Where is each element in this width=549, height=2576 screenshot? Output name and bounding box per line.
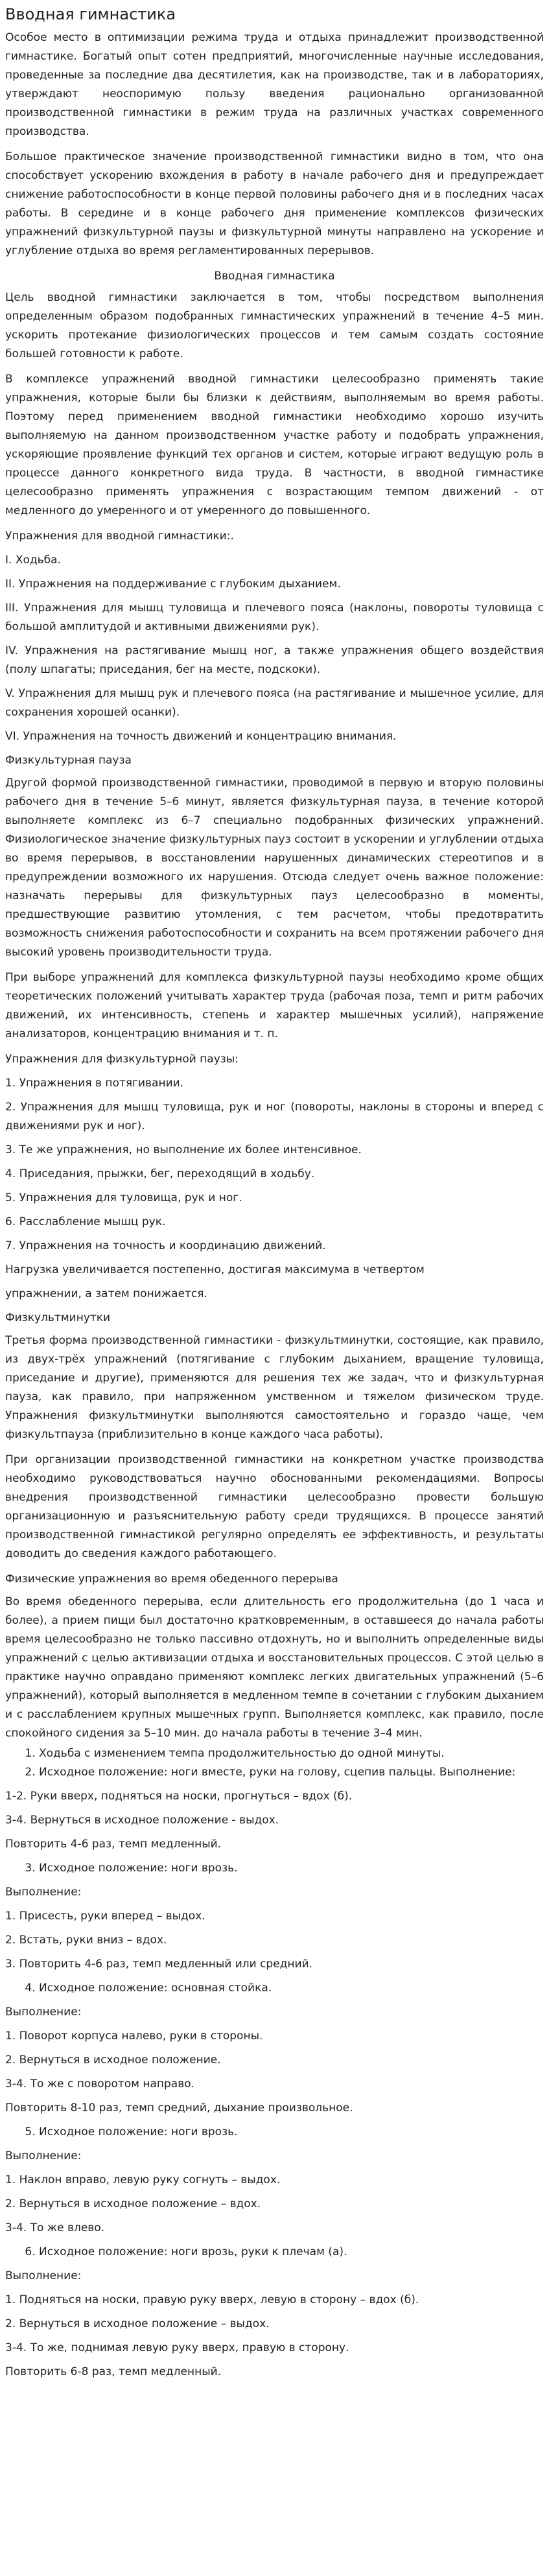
exercise-item: 4. Исходное положение: основная стойка.	[39, 1979, 544, 1998]
list-item: III. Упражнения для мышц туловища и плечевого пояса (наклоны, повороты туловища с большой амплитудой и активными движениями рук).	[5, 602, 544, 633]
list-item: 7. Упражнения на точность и координацию движений.	[5, 1239, 326, 1252]
exercise-item: 3. Исходное положение: ноги врозь.	[39, 1859, 544, 1878]
list-item: II. Упражнения на поддерживание с глубоким дыханием.	[5, 578, 341, 591]
exercise-step: Повторить 4-6 раз, темп медленный.	[5, 1838, 222, 1851]
list-item: 4. Приседания, прыжки, бег, переходящий в ходьбу.	[5, 1167, 315, 1180]
list-item: 1. Упражнения в потягивании.	[5, 1077, 184, 1090]
list-item: IV. Упражнения на растягивание мышц ног, а также упражнения общего воздействия (полу шпагаты; приседания, бег на месте, подскоки).	[5, 644, 544, 676]
exercise-step: 1. Присесть, руки вперед – выдох.	[5, 1910, 205, 1923]
list-heading: Упражнения для физкультурной паузы:	[5, 1053, 239, 1066]
execution-label: Выполнение:	[5, 2149, 82, 2162]
section-paragraph: При организации производственной гимнастики на конкретном участке производства необходимо руководствоваться научно обоснованными рекомендациями. Вопросы внедрения производственной гимнастики целесообразно провести большую организационную и разъяснительную работу среди трудящихся. В процессе занятий производственной гимнастикой регулярно определять ее эффективность, и результаты доводить до сведения каждого работающего.	[5, 1453, 544, 1560]
list-item: 3. Те же упражнения, но выполнение их более интенсивное.	[5, 1143, 362, 1156]
exercise-step: 1-2. Руки вверх, подняться на носки, прогнуться – вдох (б).	[5, 1790, 353, 1803]
execution-label: Выполнение:	[5, 1886, 82, 1899]
section-heading-pause: Физкультурная пауза	[5, 754, 132, 767]
exercise-step: 3-4. Вернуться в исходное положение - выдох.	[5, 1814, 279, 1827]
list-item: 5. Упражнения для туловища, рук и ног.	[5, 1191, 242, 1204]
section-paragraph: Третья форма производственной гимнастики - физкультминутки, состоящие, как правило, из двух-трёх упражнений (потягивание с глубоким дыханием, вращение туловища, приседание и другие), применяются для решения тех же задач, что и физкультурная пауза, как правило, при напряженном умственном и тяжелом физическом труде. Упражнения физкультминутки выполняются самостоятельно и гораздо чаще, чем физкультпауза (приблизительно в конце каждого часа работы).	[5, 1334, 544, 1441]
exercise-list	[5, 1979, 544, 1998]
exercise-item: 1. Ходьба с изменением темпа продолжительностью до одной минуты.	[39, 1744, 544, 1763]
exercise-step: 1. Подняться на носки, правую руку вверх, левую в сторону – вдох (б).	[5, 2293, 419, 2306]
exercise-item: 2. Исходное положение: ноги вместе, руки на голову, сцепив пальцы. Выполнение:	[39, 1763, 544, 1782]
section-paragraph: При выборе упражнений для комплекса физкультурной паузы необходимо кроме общих теоретических положений учитывать характер труда (рабочая поза, темп и ритм рабочих движений, их интенсивность, степень и характер мышечных усилий), напряжение анализаторов, концентрацию внимания и т. п.	[5, 971, 544, 1040]
exercise-list	[5, 2123, 544, 2142]
exercise-step: 1. Наклон вправо, левую руку согнуть – выдох.	[5, 2173, 281, 2186]
section-paragraph: В комплексе упражнений вводной гимнастики целесообразно применять такие упражнения, которые были бы близки к действиям, выполняемым во время работы. Поэтому перед применением вводной гимнастики необходимо хорошо изучить выполняемую на данном производственном участке работу и подобрать упражнения, ускоряющие проявление функций тех органов и систем, которые играют ведущую роль в процессе данного конкретного вида труда. В частности, в вводной гимнастике целесообразно применять упражнения с возрастающим темпом движений - от медленного до умеренного и от умеренного до повышенного.	[5, 373, 544, 517]
exercise-step: 2. Вернуться в исходное положение – вдох.	[5, 2197, 261, 2210]
intro-paragraph: Большое практическое значение производственной гимнастики видно в том, что она способствует ускорению вхождения в работу в начале рабочего дня и предупреждает снижение работоспособности в конце первой половины рабочего дня и в последних часах работы. В середине и в конце рабочего дня применение комплексов физических упражнений физкультурной паузы и физкультурной минуты направлено на ускорение и углубление отдыха во время регламентированных перерывов.	[5, 150, 544, 257]
section-heading-minutes: Физкультминутки	[5, 1311, 111, 1324]
exercise-item: 5. Исходное положение: ноги врозь.	[39, 2123, 544, 2142]
page-title: Вводная гимнастика	[5, 5, 176, 23]
note-line: Нагрузка увеличивается постепенно, достигая максимума в четвертом	[5, 1263, 425, 1276]
exercise-list	[5, 1859, 544, 1878]
note-line: упражнении, а затем понижается.	[5, 1287, 207, 1300]
list-item: 6. Расслабление мышц рук.	[5, 1215, 166, 1228]
exercise-step: 3-4. То же, поднимая левую руку вверх, правую в сторону.	[5, 2341, 349, 2354]
execution-label: Выполнение:	[5, 2006, 82, 2019]
list-item: 2. Упражнения для мышц туловища, рук и ног (повороты, наклоны в стороны и вперед с движениями рук и ног).	[5, 1101, 544, 1132]
section-paragraph: Другой формой производственной гимнастики, проводимой в первую и вторую половины рабочего дня в течение 5–6 минут, является физкультурная пауза, в течение которой выполняете комплекс из 6–7 специально подобранных физических упражнений. Физиологическое значение физкультурных пауз состоит в ускорении и углублении отдыха во время перерывов, в восстановлении нарушенных динамических стереотипов и в предупреждении возможного их нарушения. Отсюда следует очень важное положение: назначать перерывы для физкультурных пауз целесообразно в моменты, предшествующие развитию утомления, с тем расчетом, чтобы предотвратить возможность снижения работоспособности и сохранить на всем протяжении рабочего дня высокий уровень производительности труда.	[5, 777, 544, 959]
section-paragraph: Цель вводной гимнастики заключается в том, чтобы посредством выполнения определенным образом подобранных гимнастических упражнений в течение 4–5 мин. ускорить протекание физиологических процессов и тем самым создать состояние большей готовности к работе.	[5, 291, 544, 360]
exercise-item: 6. Исходное положение: ноги врозь, руки к плечам (а).	[39, 2243, 544, 2262]
intro-paragraph: Особое место в оптимизации режима труда и отдыха принадлежит производственной гимнастике. Богатый опыт сотен предприятий, многочисленные научные исследования, проведенные за последние два десятилетия, как на производстве, так и в лабораториях, утверждают неоспоримую пользу введения рационально организованной производственной гимнастики в режим труда на различных участках современного производства.	[5, 31, 544, 138]
section-heading-intro-gymnastics: Вводная гимнастика	[214, 270, 335, 283]
exercise-list	[5, 2243, 544, 2262]
exercise-step: 3-4. То же влево.	[5, 2221, 105, 2234]
exercise-step: Повторить 8-10 раз, темп средний, дыхание произвольное.	[5, 2102, 353, 2114]
execution-label: Выполнение:	[5, 2269, 82, 2282]
exercise-step: 1. Поворот корпуса налево, руки в стороны.	[5, 2030, 263, 2043]
list-item: VI. Упражнения на точность движений и концентрацию внимания.	[5, 730, 397, 743]
exercise-step: Повторить 6-8 раз, темп медленный.	[5, 2365, 222, 2378]
list-item: V. Упражнения для мышц рук и плечевого пояса (на растягивание и мышечное усилие, для сохранения хорошей осанки).	[5, 687, 544, 719]
list-item: I. Ходьба.	[5, 554, 61, 567]
exercise-step: 2. Встать, руки вниз – вдох.	[5, 1934, 167, 1947]
section-paragraph: Во время обеденного перерыва, если длительность его продолжительна (до 1 часа и более), а прием пищи был достаточно кратковременным, в оставшееся до начала работы время целесообразно не только пассивно отдохнуть, но и выполнить определенные виды упражнений с целью активизации отдыха и восстановительных процессов. С этой целью в практике научно оправдано применяют комплекс легких двигательных упражнений (5–6 упражнений), который выполняется в медленном темпе в сочетании с глубоким дыханием и с расслаблением крупных мышечных групп. Выполняется комплекс, как правило, после спокойного сидения за 5–10 мин. до начала работы в течение 3–4 мин.	[5, 1595, 544, 1740]
list-heading: Упражнения для вводной гимнастики:.	[5, 530, 234, 543]
exercise-list	[5, 1744, 544, 1782]
exercise-step: 3-4. То же с поворотом направо.	[5, 2078, 195, 2090]
exercise-step: 2. Вернуться в исходное положение.	[5, 2054, 221, 2067]
exercise-step: 2. Вернуться в исходное положение – выдох.	[5, 2317, 270, 2330]
section-heading-lunch: Физические упражнения во время обеденного перерыва	[5, 1573, 338, 1586]
exercise-step: 3. Повторить 4-6 раз, темп медленный или средний.	[5, 1958, 313, 1971]
